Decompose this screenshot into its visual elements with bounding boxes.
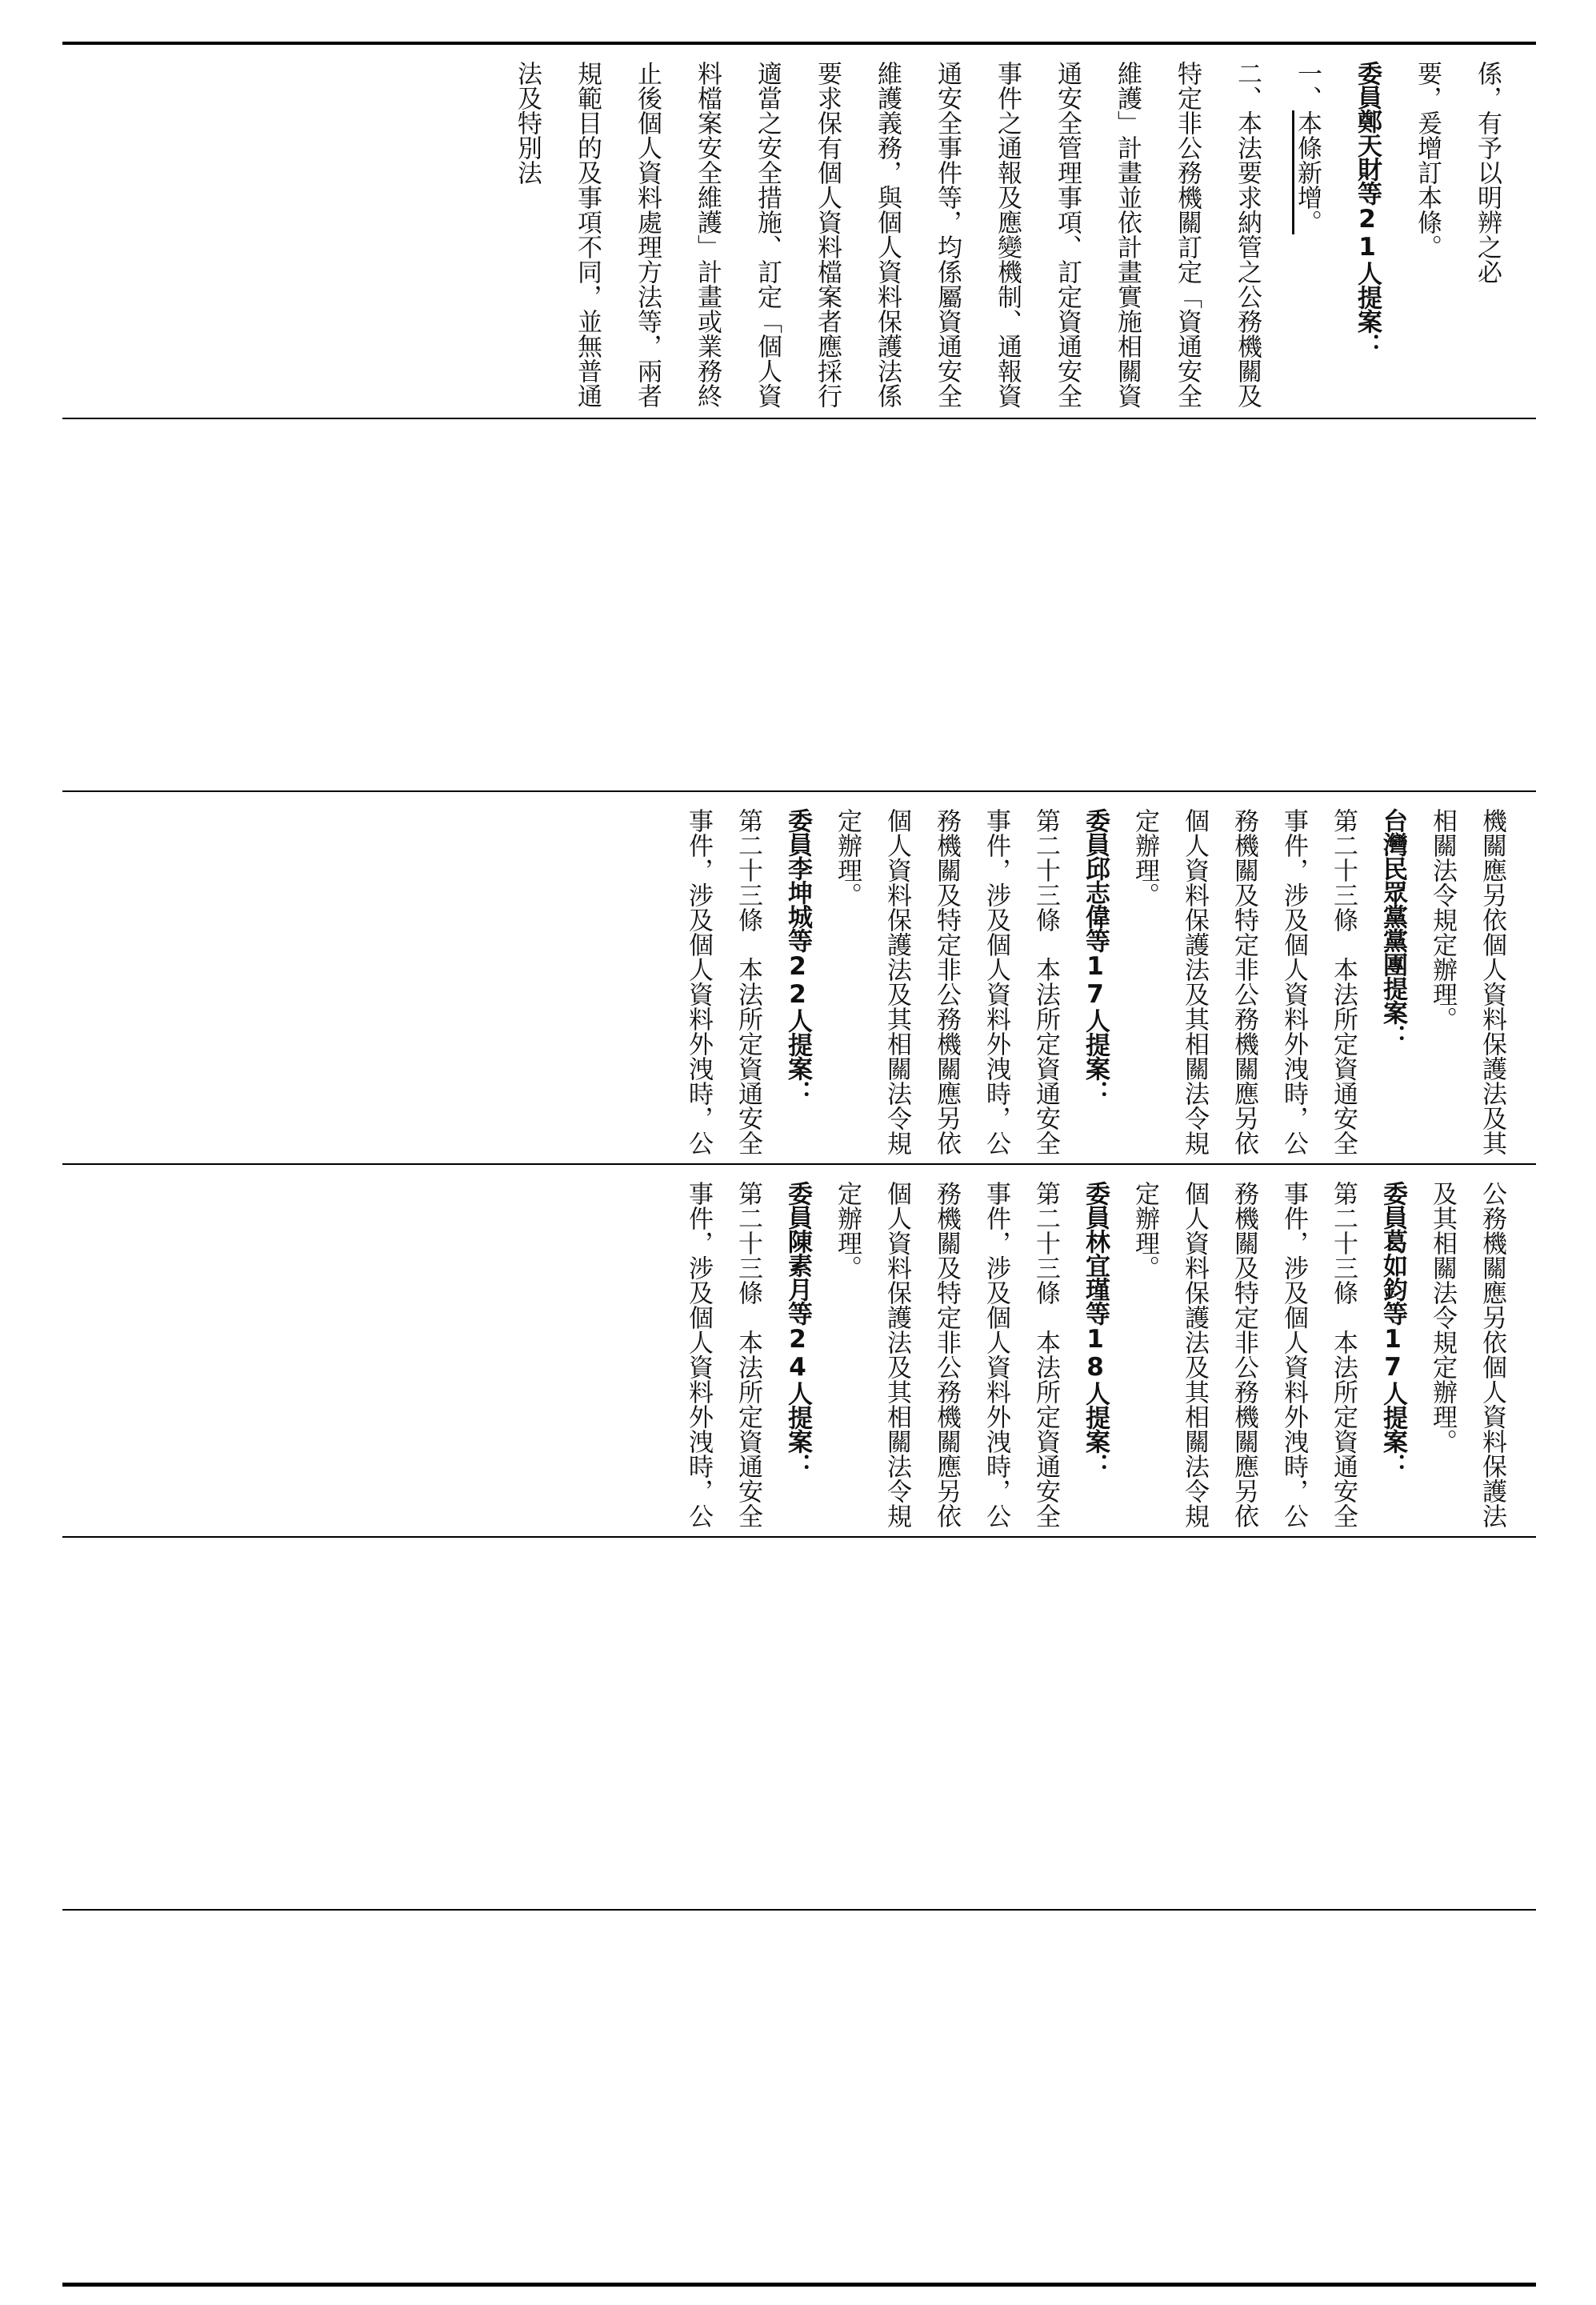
item1-text: 本條新增。 xyxy=(1293,110,1322,234)
column-section2 xyxy=(62,1165,1536,1536)
section2-cell xyxy=(62,1165,1536,1536)
band1-divider xyxy=(62,418,1536,419)
section2-p1: 公務機關應另依個人資料保護法及其相關法令規定辦理。 xyxy=(1428,1181,1506,1528)
band4-divider xyxy=(62,1536,1536,1538)
section3-cell xyxy=(62,792,1536,1163)
section4-p2: 要，爰增訂本條。 xyxy=(1413,61,1442,259)
section2-body1: 第二十三條 本法所定資通安全事件，涉及個人資料外洩時，公務機關及特定非公務機關應另依個人資料保護法及其相關法令規定辦理。 xyxy=(1130,1181,1358,1528)
band5-divider xyxy=(62,1909,1536,1911)
section2-body2: 第二十三條 本法所定資通安全事件，涉及個人資料外洩時，公務機關及特定非公務機關應另依個人資料保護法及其相關法令規定辦理。 xyxy=(833,1181,1060,1528)
section2-heading2: 委員林宜瑾等18人提案： xyxy=(1081,1181,1110,1477)
section3-p1: 機關應另依個人資料保護法及其相關法令規定辦理。 xyxy=(1428,808,1506,1155)
section3-heading1: 台灣民眾黨黨團提案： xyxy=(1378,808,1407,1048)
column-section3 xyxy=(62,792,1536,1163)
bottom-rule xyxy=(62,2283,1536,2287)
section4-cell xyxy=(62,45,1536,418)
section4-item1 xyxy=(1277,61,1337,410)
section3-body2: 第二十三條 本法所定資通安全事件，涉及個人資料外洩時，公務機關及特定非公務機關應另依個人資料保護法及其相關法令規定辦理。 xyxy=(833,808,1060,1155)
section4-item2: 二、本法要求納管之公務機關及特定非公務機關訂定「資通安全維護」計畫並依計畫實施相關資通安全管理事項、訂定資通安全事件之通報及應變機制、通報資通安全事件等，均係屬資通安全維護義務，與個人資料保護法係要求保有個人資料檔案者應採行適當之安全措施、訂定「個人資料檔案安全維護」計畫或業務終止後個人資料處理方法等，兩者規範目的及事項不同，並無普通法及特別法 xyxy=(513,61,1262,408)
section3-heading2: 委員邱志偉等17人提案： xyxy=(1081,808,1110,1104)
section2-body3: 第二十三條 本法所定資通安全事件，涉及個人資料外洩時，公 xyxy=(684,1181,762,1528)
section3-body1: 第二十三條 本法所定資通安全事件，涉及個人資料外洩時，公務機關及特定非公務機關應另依個人資料保護法及其相關法令規定辦理。 xyxy=(1130,808,1358,1155)
section3-body3: 第二十三條 本法所定資通安全事件，涉及個人資料外洩時，公 xyxy=(684,808,762,1155)
section4-p1: 係，有予以明辨之必 xyxy=(1473,61,1502,284)
item1-prefix: 一、 xyxy=(1293,61,1322,110)
section2-heading1: 委員葛如鈞等17人提案： xyxy=(1378,1181,1407,1477)
section3-heading3: 委員李坤城等22人提案： xyxy=(783,808,812,1104)
section2-heading3: 委員陳素月等24人提案： xyxy=(783,1181,812,1477)
section4-heading: 委員鄭天財等21人提案： xyxy=(1353,61,1382,357)
column-section4 xyxy=(62,45,1536,418)
